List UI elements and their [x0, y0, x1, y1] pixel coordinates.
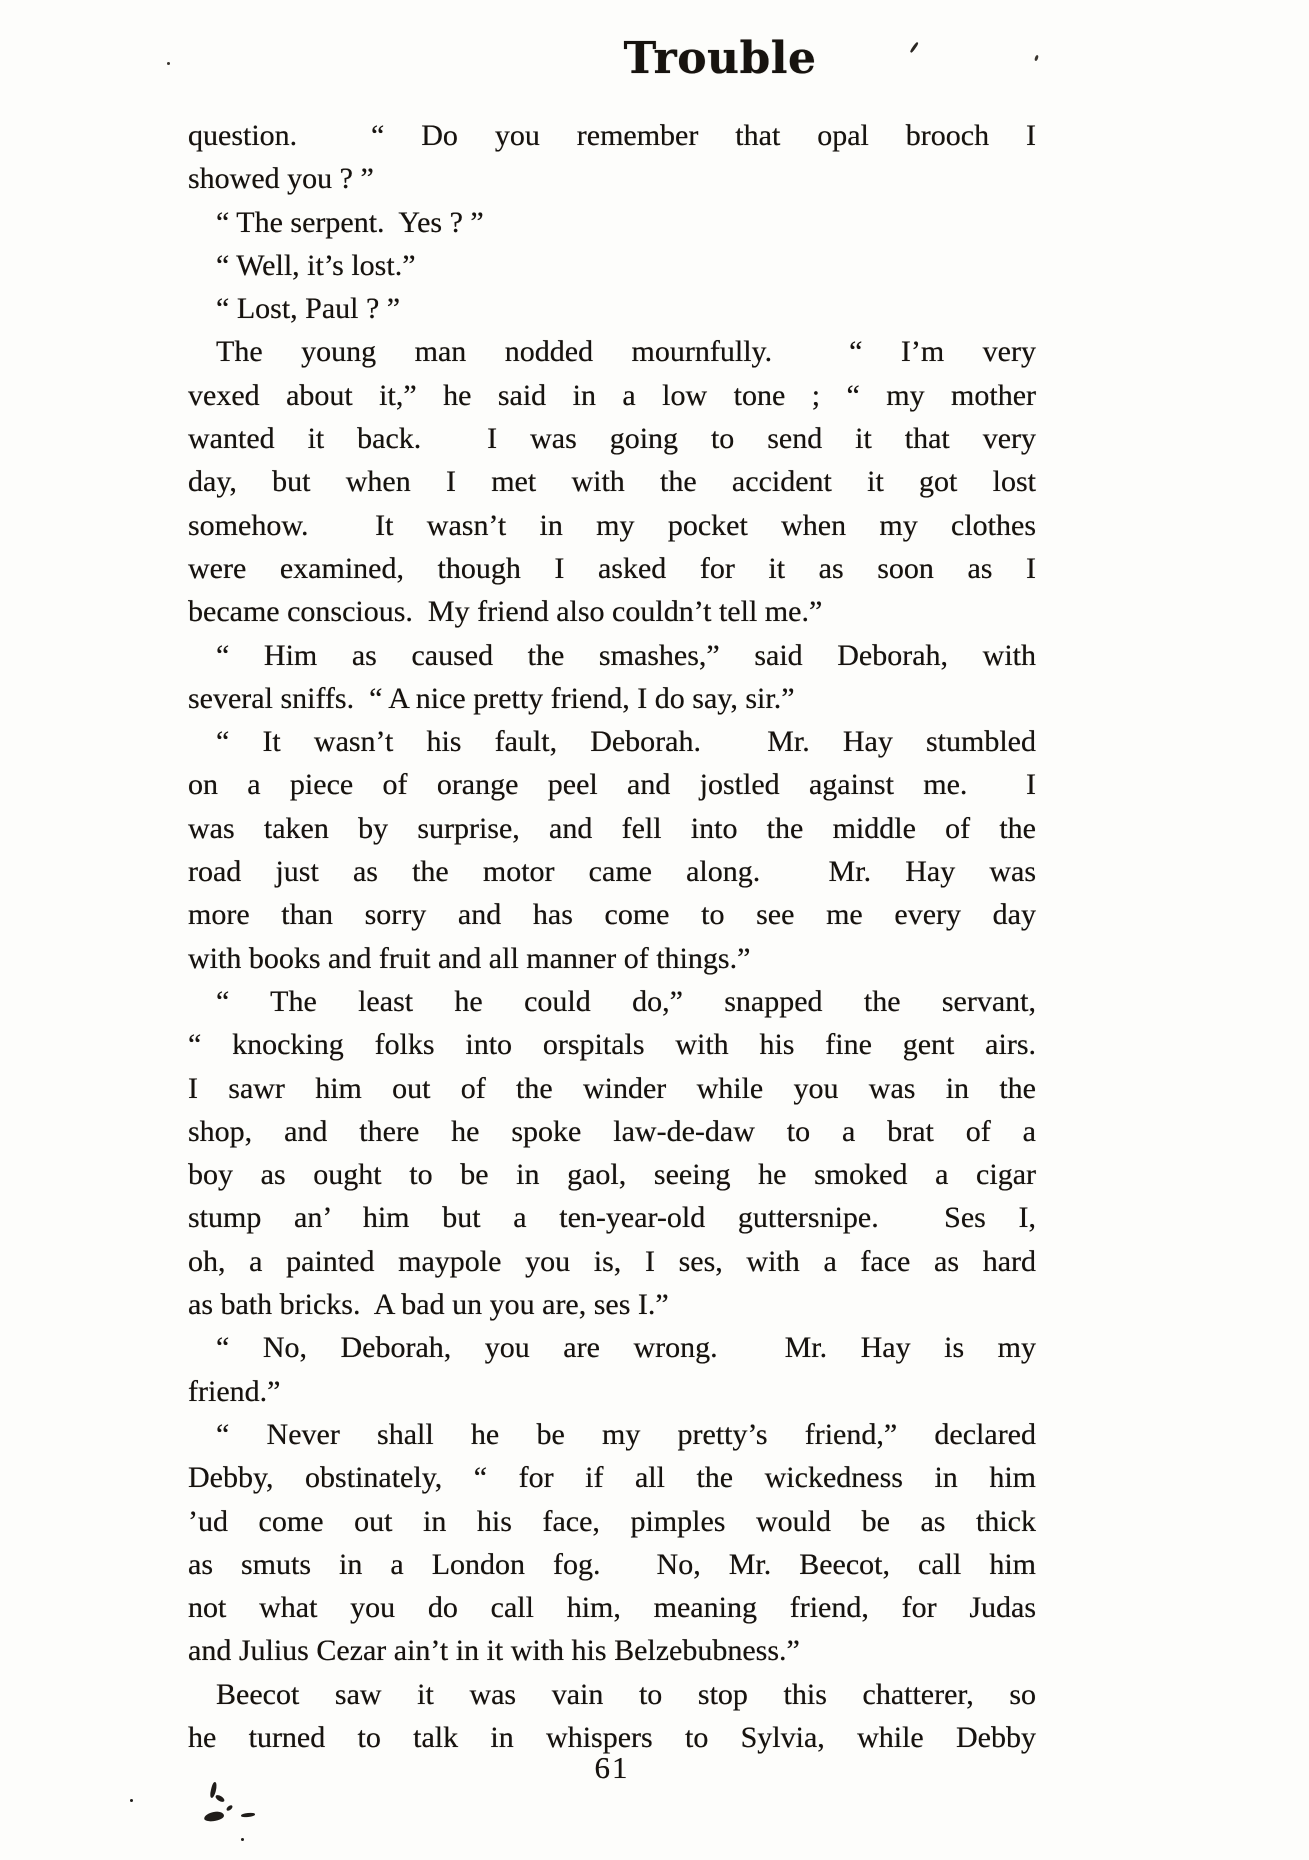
ink-speck — [130, 1799, 133, 1802]
text-line: on a piece of orange peel and jostled against me. I — [188, 768, 1036, 802]
text-line: “ Him as caused the smashes,” said Deborah, with — [216, 638, 1036, 672]
text-line: vexed about it,” he said in a low tone ; “ my mother — [188, 378, 1036, 412]
text-line: question. “ Do you remember that opal brooch I — [188, 119, 1036, 152]
text-line: was taken by surprise, and fell into the middle of the — [188, 811, 1036, 845]
text-line: “ Lost, Paul ? ” — [216, 292, 401, 326]
text-line: day, but when I met with the accident it got lost — [188, 465, 1036, 499]
text-line: Debby, obstinately, “ for if all the wickedness in him — [188, 1461, 1036, 1495]
text-line: he turned to talk in whispers to Sylvia, while Debby — [188, 1720, 1036, 1754]
text-line: I sawr him out of the winder while you was in the — [188, 1071, 1036, 1105]
text-line: oh, a painted maypole you is, I ses, with a face as hard — [188, 1244, 1036, 1278]
text-line: The young man nodded mournfully. “ I’m very — [216, 335, 1036, 369]
text-line: “ knocking folks into orspitals with his fine gent airs. — [188, 1028, 1036, 1062]
text-line: and Julius Cezar ain’t in it with his Belzebubness.” — [188, 1634, 800, 1668]
text-line: “ Well, it’s lost.” — [216, 248, 416, 282]
text-line: boy as ought to be in gaol, seeing he smoked a cigar — [188, 1158, 1036, 1192]
text-line: not what you do call him, meaning friend, for Judas — [188, 1591, 1036, 1625]
text-line: friend.” — [188, 1374, 281, 1408]
ink-smudge — [203, 1811, 224, 1823]
text-line: as smuts in a London fog. No, Mr. Beecot, call him — [188, 1547, 1036, 1581]
scan-slash-mark — [910, 42, 919, 53]
text-line: several sniffs. “ A nice pretty friend, I do say, sir.” — [188, 681, 795, 715]
text-block — [188, 114, 1036, 1759]
text-line: showed you ? ” — [188, 162, 374, 196]
text-line: wanted it back. I was going to send it that very — [188, 422, 1036, 456]
ink-speck — [241, 1838, 244, 1841]
text-line: Beecot saw it was vain to stop this chatterer, so — [216, 1677, 1036, 1711]
ink-smudge — [241, 1812, 255, 1817]
text-line: “ It wasn’t his fault, Deborah. Mr. Hay stumbled — [216, 725, 1036, 759]
text-line: stump an’ him but a ten-year-old guttersnipe. Ses I, — [188, 1201, 1036, 1235]
text-line: “ The serpent. Yes ? ” — [216, 205, 484, 239]
text-line: road just as the motor came along. Mr. Hay was — [188, 855, 1036, 889]
text-line: as bath bricks. A bad un you are, ses I.” — [188, 1288, 669, 1322]
text-line: ’ud come out in his face, pimples would be as thick — [188, 1504, 1036, 1538]
text-line: more than sorry and has come to see me every day — [188, 898, 1036, 932]
text-line: became conscious. My friend also couldn’t tell me.” — [188, 595, 823, 629]
text-line: “ The least he could do,” snapped the servant, — [216, 984, 1036, 1018]
ink-speck — [167, 62, 170, 65]
text-line: were examined, though I asked for it as soon as I — [188, 551, 1036, 585]
ink-smudge — [226, 1804, 234, 1812]
text-line: somehow. It wasn’t in my pocket when my clothes — [188, 508, 1036, 542]
text-line: “ Never shall he be my pretty’s friend,” declared — [216, 1417, 1036, 1451]
text-line: with books and fruit and all manner of things.” — [188, 941, 751, 975]
text-line: “ No, Deborah, you are wrong. Mr. Hay is my — [216, 1331, 1036, 1365]
text-line: shop, and there he spoke law-de-daw to a brat of a — [188, 1114, 1036, 1148]
chapter-title: Trouble — [623, 33, 817, 84]
ink-speck — [1034, 55, 1039, 62]
ink-smudge — [214, 1794, 225, 1804]
page-number: 61 — [594, 1750, 630, 1785]
